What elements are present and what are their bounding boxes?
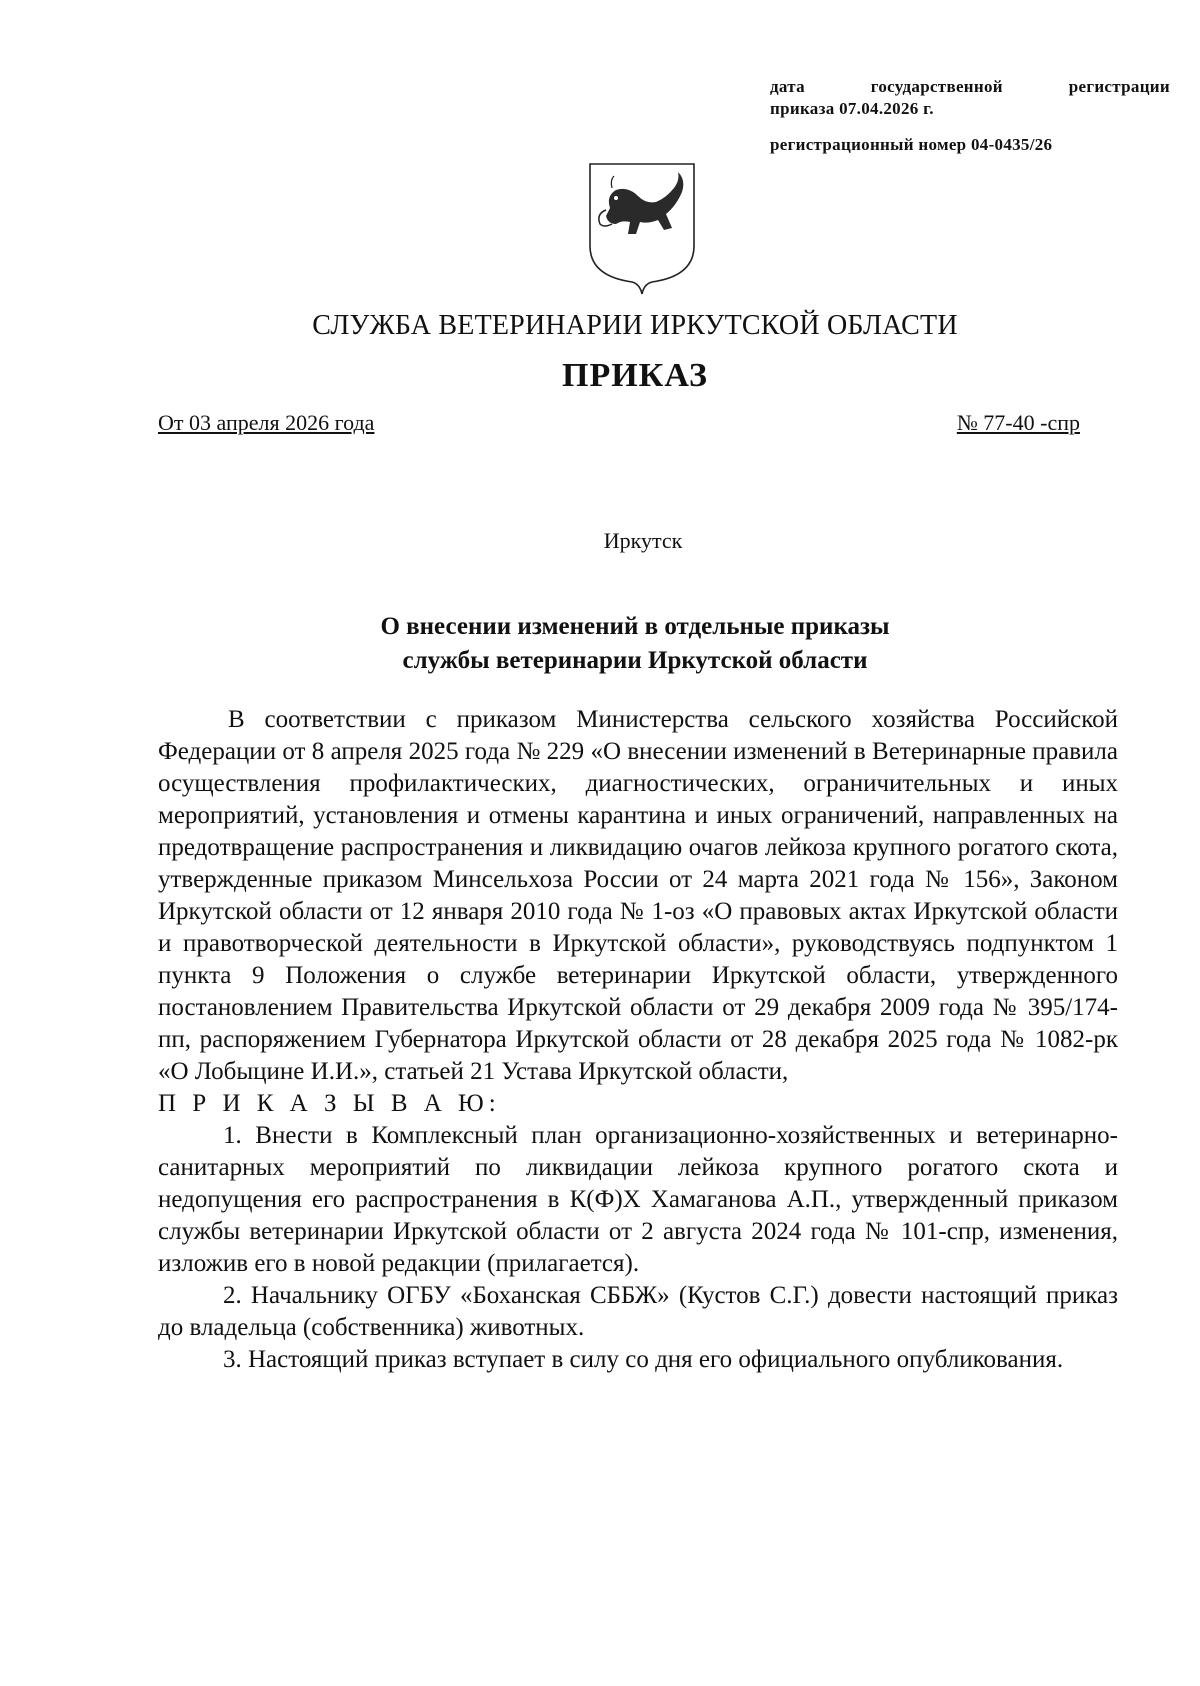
registration-word-2: государственной xyxy=(870,77,1003,96)
order-directive-word: П Р И К А З Ы В А Ю: xyxy=(158,1090,501,1117)
order-date: От 03 апреля 2026 года xyxy=(158,410,375,435)
document-type-title: ПРИКАЗ xyxy=(562,357,708,394)
order-item-3: 3. Настоящий приказ вступает в силу со дня его официального опубликования. xyxy=(223,1346,1064,1373)
order-subject xyxy=(0,610,1200,678)
subject-line-1: О внесении изменений в отдельные приказы xyxy=(380,613,890,640)
registration-stamp xyxy=(770,76,1170,156)
registration-word-3: регистрации xyxy=(1068,77,1170,96)
city-name: Иркутск xyxy=(603,528,683,553)
registration-word-1: дата xyxy=(770,77,805,96)
registration-number: регистрационный номер 04-0435/26 xyxy=(770,135,1053,154)
order-item-1: 1. Внести в Комплексный план организационно-хозяйственных и ветеринарно-санитарных мероприятий по ликвидации лейкоза крупного рогатого скота и недопущения его распространения в К(Ф)Х Хамаганова А.П., утвержденный приказом службы ветеринарии Иркутской области от 2 августа 2024 года № 101-спр, изменения, изложив его в новой редакции (прилагается). xyxy=(158,1122,1118,1277)
order-item-2: 2. Начальнику ОГБУ «Боханская СББЖ» (Кустов С.Г.) довести настоящий приказ до владельца (собственника) животных. xyxy=(158,1282,1118,1341)
preamble-paragraph: В соответствии с приказом Министерства сельского хозяйства Российской Федерации от 8 апреля 2025 года № 229 «О внесении изменений в Ветеринарные правила осуществления профилактических, диагностических, ограничительных и иных мероприятий, установления и отмены карантина и иных ограничений, направленных на предотвращение распространения и ликвидацию очагов лейкоза крупного рогатого скота, утвержденные приказом Минсельхоза России от 24 марта 2021 года № 156», Законом Иркутской области от 12 января 2010 года № 1-оз «О правовых актах Иркутской области и правотворческой деятельности в Иркутской области», руководствуясь подпунктом 1 пункта 9 Положения о службе ветеринарии Иркутской области, утвержденного постановлением Правительства Иркутской области от 29 декабря 2009 года № 395/174-пп, распоряжением Губернатора Иркутской области от 28 декабря 2025 года № 1082-рк «О Лобыцине И.И.», статьей 21 Устава Иркутской области, xyxy=(158,706,1118,1085)
irkutsk-coat-of-arms-emblem xyxy=(582,158,702,298)
order-body xyxy=(158,704,1118,1376)
date-number-line xyxy=(158,410,1080,436)
organization-name: СЛУЖБА ВЕТЕРИНАРИИ ИРКУТСКОЙ ОБЛАСТИ xyxy=(312,310,958,341)
registration-date: приказа 07.04.2026 г. xyxy=(770,99,934,118)
registration-line-1 xyxy=(770,76,1170,98)
subject-line-2: службы ветеринарии Иркутской области xyxy=(402,647,868,674)
order-number: № 77-40 -спр xyxy=(956,410,1080,435)
